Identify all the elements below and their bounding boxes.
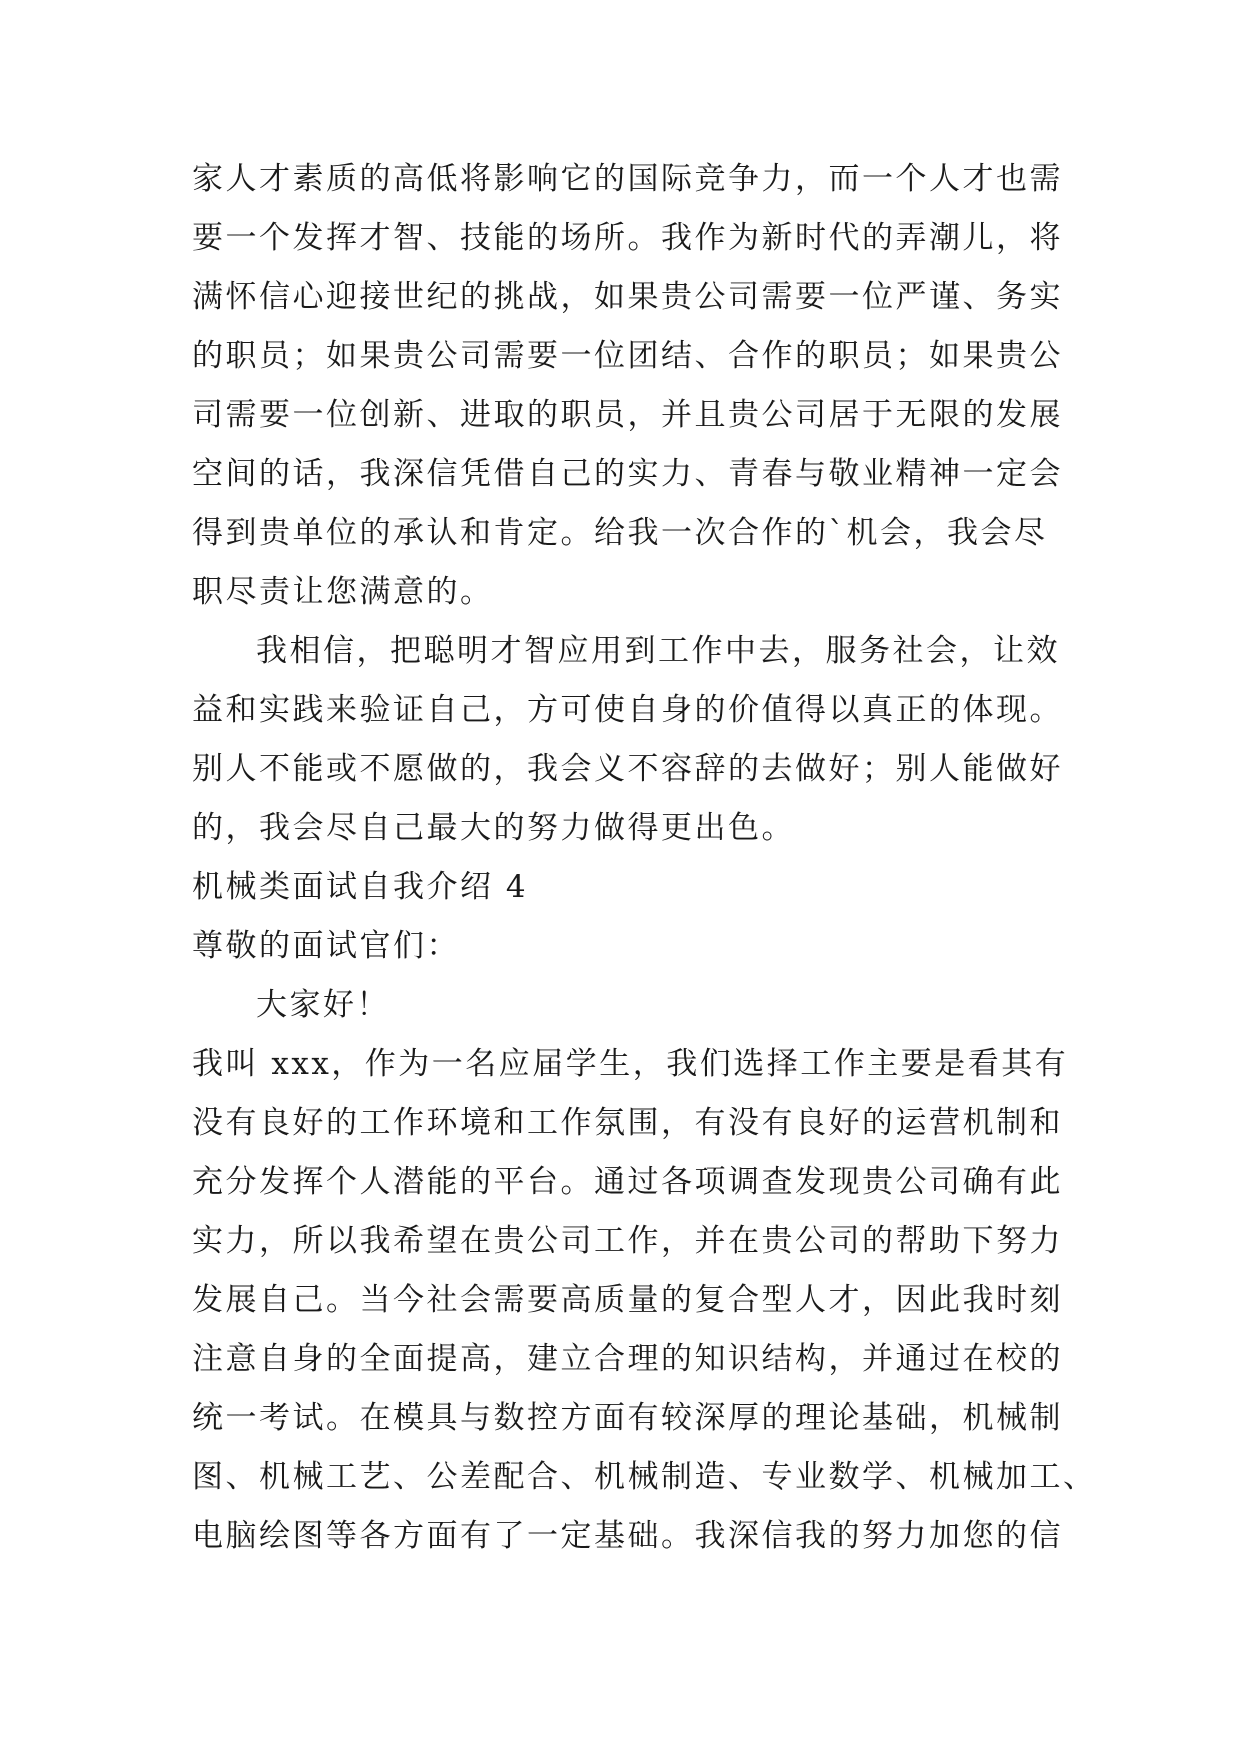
paragraph-first-line: 我相信，把聪明才智应用到工作中去，服务社会，让效 <box>256 633 1060 669</box>
text-line: 得到贵单位的承认和肯定。给我一次合作的`机会，我会尽 <box>192 515 1048 551</box>
text-line: 职尽责让您满意的。 <box>192 574 494 610</box>
text-line: 的职员；如果贵公司需要一位团结、合作的职员；如果贵公 <box>192 338 1063 374</box>
salutation: 尊敬的面试官们： <box>192 928 460 964</box>
text-line: 发展自己。当今社会需要高质量的复合型人才，因此我时刻 <box>192 1282 1063 1318</box>
text-line: 电脑绘图等各方面有了一定基础。我深信我的努力加您的信 <box>192 1518 1063 1554</box>
text-line: 注意自身的全面提高，建立合理的知识结构，并通过在校的 <box>192 1341 1063 1377</box>
text-line: 没有良好的工作环境和工作氛围，有没有良好的运营机制和 <box>192 1105 1063 1141</box>
section-heading: 机械类面试自我介绍 4 <box>192 869 529 905</box>
text-line: 益和实践来验证自己，方可使自身的价值得以真正的体现。 <box>192 692 1063 728</box>
text-line: 司需要一位创新、进取的职员，并且贵公司居于无限的发展 <box>192 397 1063 433</box>
text-line: 统一考试。在模具与数控方面有较深厚的理论基础，机械制 <box>192 1400 1063 1436</box>
text-line: 的，我会尽自己最大的努力做得更出色。 <box>192 810 795 846</box>
text-line: 实力，所以我希望在贵公司工作，并在贵公司的帮助下努力 <box>192 1223 1063 1259</box>
greeting: 大家好！ <box>256 987 390 1023</box>
text-line: 图、机械工艺、公差配合、机械制造、专业数学、机械加工、 <box>192 1459 1097 1495</box>
text-line: 我叫 xxx，作为一名应届学生，我们选择工作主要是看其有 <box>192 1046 1069 1082</box>
text-line: 空间的话，我深信凭借自己的实力、青春与敬业精神一定会 <box>192 456 1063 492</box>
text-line: 别人不能或不愿做的，我会义不容辞的去做好；别人能做好 <box>192 751 1063 787</box>
text-line: 充分发挥个人潜能的平台。通过各项调查发现贵公司确有此 <box>192 1164 1063 1200</box>
text-line: 家人才素质的高低将影响它的国际竞争力，而一个人才也需 <box>192 161 1063 197</box>
text-line: 要一个发挥才智、技能的场所。我作为新时代的弄潮儿，将 <box>192 220 1063 256</box>
text-line: 满怀信心迎接世纪的挑战，如果贵公司需要一位严谨、务实 <box>192 279 1063 315</box>
